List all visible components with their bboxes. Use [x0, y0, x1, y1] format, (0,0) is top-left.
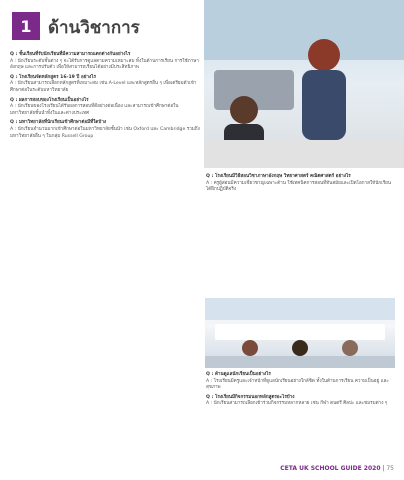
question: Q : ผลการสอบของโรงเรียนเป็นอย่างไร [10, 97, 89, 103]
section-number-badge: 1 [12, 12, 40, 40]
footer-brand: CETA UK SCHOOL GUIDE 2020 [280, 465, 381, 472]
answer: A : นักเรียนระดับชั้นต่าง ๆ จะได้รับการดูแลตามความเหมาะสม ทั้งในด้านการเรียน การใช้ภาษาอังกฤษ และการปรับตัว เพื่อให้สามารถเรียนได้อย่างมีประสิทธิภาพ [10, 58, 199, 71]
qa-block [206, 395, 396, 408]
answer: A : นักเรียนจำนวนมากเข้าศึกษาต่อในมหาวิทยาลัยชั้นนำ เช่น Oxford และ Cambridge รวมถึงมหาวิทยาลัยอื่น ๆ ในกลุ่ม Russell Group [10, 126, 200, 139]
right-column [206, 174, 396, 197]
qa-block [10, 98, 200, 118]
question: Q : มหาวิทยาลัยที่นักเรียนเข้าศึกษาต่อมีที่ใดบ้าง [10, 120, 107, 126]
qa-block [10, 52, 200, 72]
left-column [10, 52, 200, 143]
question: Q : ด้านดูแลนักเรียนเป็นอย่างไร [206, 372, 271, 377]
question: Q : โรงเรียนมีวิธีสอนวิชาภาษาอังกฤษ วิทยาศาสตร์ คณิตศาสตร์ อย่างไร [206, 174, 351, 179]
qa-block [10, 75, 200, 95]
answer: A : โรงเรียนมีครูและเจ้าหน้าที่ดูแลนักเรียนอย่างใกล้ชิด ทั้งในด้านการเรียน ความเป็นอยู่ และสุขภาพ [206, 378, 389, 391]
laboratory-illustration [205, 298, 395, 368]
page-number: 75 [386, 465, 394, 472]
question: Q : โรงเรียนมีกิจกรรมนอกหลักสูตรอะไรบ้าง [206, 394, 295, 400]
laboratory-photo [205, 298, 395, 368]
answer: A : นักเรียนสามารถเลือกเข้าร่วมกิจกรรมหลากหลาย เช่น กีฬา ดนตรี ศิลปะ และชมรมต่าง ๆ [206, 401, 388, 407]
qa-block [10, 120, 200, 140]
question: Q : โรงเรียนจัดหลักสูตร 16-19 ปี อย่างไร [10, 74, 96, 80]
answer: A : ครูผู้สอนมีความเชี่ยวชาญเฉพาะด้าน ใช้เทคนิคการสอนที่ทันสมัยและเปิดโอกาสให้นักเรียนได้ฝึกปฏิบัติจริง [206, 180, 392, 193]
page-footer: CETA UK SCHOOL GUIDE 2020 | 75 [280, 465, 394, 472]
answer: A : นักเรียนสามารถเลือกหลักสูตรที่เหมาะสม เช่น A-Level และหลักสูตรอื่น ๆ เพื่อเตรียมตัวเข้าศึกษาต่อในระดับมหาวิทยาลัย [10, 81, 197, 93]
answer: A : นักเรียนของโรงเรียนได้รับผลการสอบที่ดีอย่างต่อเนื่อง และสามารถเข้าศึกษาต่อในมหาวิทยาลัยชั้นนำทั้งในและต่างประเทศ [10, 104, 179, 116]
classroom-illustration [204, 0, 404, 168]
classroom-photo [204, 0, 404, 168]
right-column-bottom [206, 372, 396, 411]
qa-block [206, 372, 396, 392]
question: Q : ชั้นเรียนที่รับนักเรียนที่มีความสามารถแตกต่างกันอย่างไร [10, 52, 131, 57]
section-title: ด้านวิชาการ [48, 18, 140, 38]
qa-block [206, 174, 396, 194]
